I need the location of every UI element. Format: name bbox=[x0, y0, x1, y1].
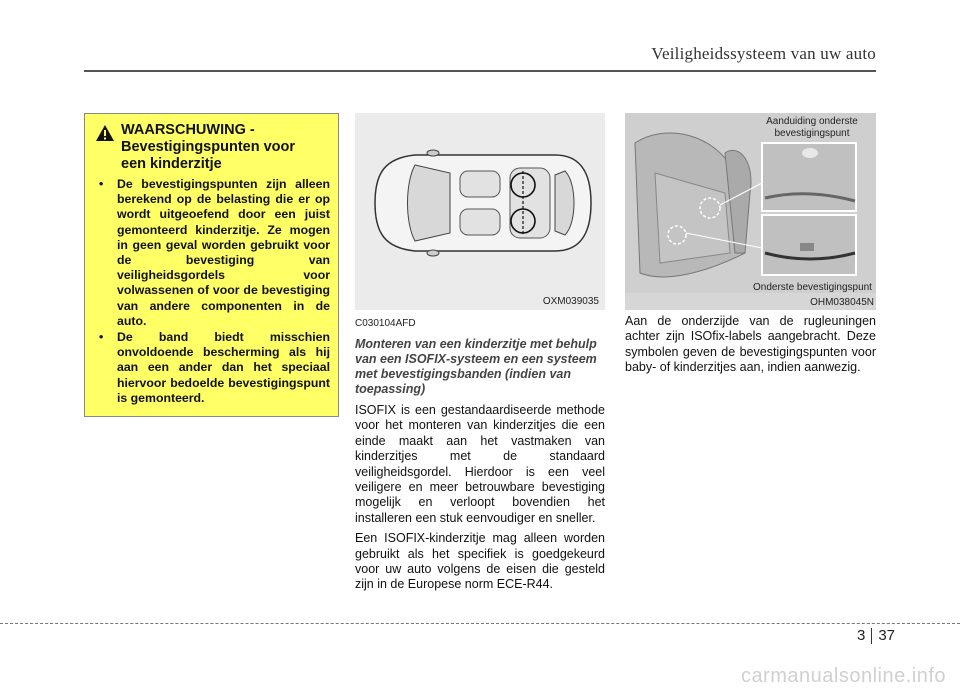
paragraph: Een ISOFIX-kinderzitje mag alleen worden gebruikt als het specifiek is goedgekeurd voor uw auto volgens de eisen die gesteld zijn in de Europese norm ECE-R44. bbox=[355, 531, 605, 592]
page-number-separator bbox=[871, 628, 872, 644]
seat-anchor-figure bbox=[625, 113, 876, 310]
footer-divider bbox=[0, 623, 960, 624]
page-number-value: 37 bbox=[878, 627, 896, 644]
warning-list bbox=[95, 177, 330, 406]
label-anchor-indicator-line2: bevestigingspunt bbox=[774, 128, 850, 139]
figure-code: OHM038045N bbox=[810, 297, 874, 308]
label-anchor-indicator-line1: Aanduiding onderste bbox=[766, 116, 858, 127]
warning-triangle-icon bbox=[95, 124, 115, 142]
seat-anchor-illustration bbox=[625, 113, 876, 293]
header-divider bbox=[84, 70, 876, 72]
chapter-number: 3 bbox=[857, 627, 866, 644]
section-title: Monteren van een kinderzitje met behulp van een ISOFIX-systeem en een systeem met bevestigingsbanden (indien van toepassing) bbox=[355, 337, 597, 396]
page-number bbox=[857, 627, 895, 644]
warning-item: • De bevestigingspunten zijn alleen berekend op de belasting die er op wordt uitgeoefend door een juist gemonteerd kinderzitje. Ze mogen in geen geval worden gebruikt voor de bevestiging van veiligheidsgordels voor volwassenen of voor de bevestiging van andere componenten in de auto. bbox=[95, 177, 330, 329]
page-header-title: Veiligheidssysteem van uw auto bbox=[651, 44, 876, 63]
paragraph: Aan de onderzijde van de rugleuningen achter zijn ISOfix-labels aangebracht. Deze symbolen geven de bevestigingspunten voor baby- of kinderzitjes aan, indien aanwezig. bbox=[625, 314, 876, 375]
warning-box bbox=[84, 113, 339, 417]
label-lower-anchor: Onderste bevestigingspunt bbox=[753, 282, 872, 293]
car-topview-figure bbox=[355, 113, 605, 310]
warning-item: • De band biedt misschien onvoldoende bescherming als hij aan een ander dan het speciaal hiervoor bedoelde bevestigingspunt is gemonteerd. bbox=[95, 330, 330, 406]
watermark: carmanualsonline.info bbox=[740, 665, 946, 687]
car-topview-illustration bbox=[355, 113, 605, 293]
warning-subtitle-line1: Bevestigingspunten voor bbox=[121, 139, 296, 155]
figure-code: OXM039035 bbox=[542, 296, 599, 307]
paragraph: ISOFIX is een gestandaardiseerde methode voor het monteren van kinderzitjes die een einde maakt aan het vastmaken van kinderzitjes met de standaard veiligheidsgordel. Hierdoor is een veel veiligere en meer betrouwbare bevestiging mogelijk en verloopt bovendien het installeren een stuk eenvoudiger en sneller. bbox=[355, 403, 605, 525]
middle-column bbox=[355, 314, 605, 598]
warning-heading bbox=[95, 122, 330, 173]
warning-title: WAARSCHUWING - bbox=[121, 122, 255, 138]
right-column bbox=[625, 314, 876, 381]
warning-subtitle-line2: een kinderzitje bbox=[121, 156, 222, 172]
section-ref-code: C030104AFD bbox=[355, 318, 416, 329]
